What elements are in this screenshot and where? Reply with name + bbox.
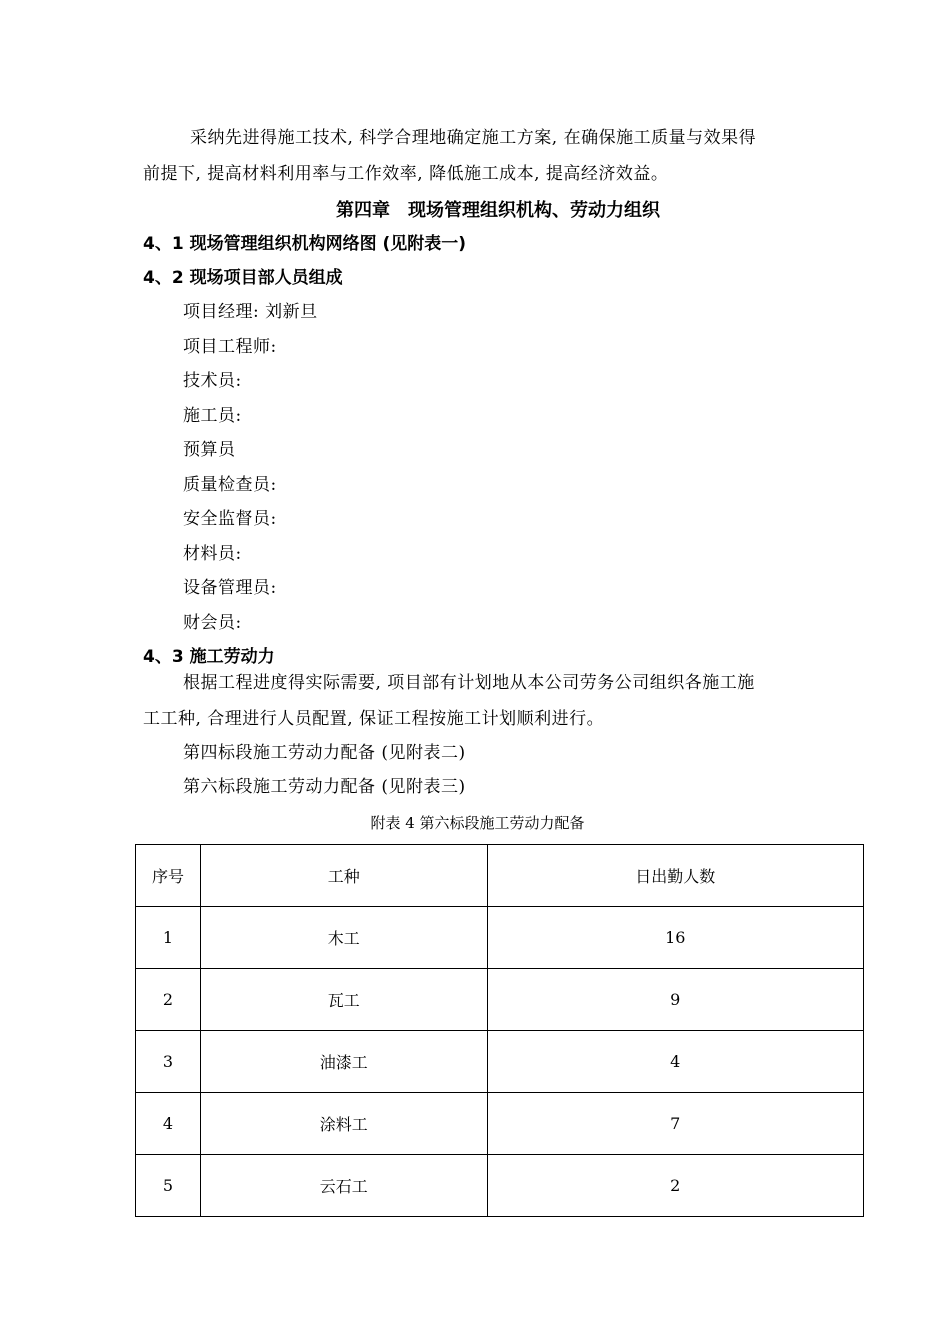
table-row: [136, 1155, 864, 1217]
cell-daily-attendance: 7: [487, 1093, 863, 1155]
table-row: [136, 1093, 864, 1155]
labor-allocation-table: [135, 844, 864, 1217]
staff-role-technician: 技术员:: [183, 371, 242, 391]
chapter-title: 第四章 现场管理组织机构、劳动力组织: [336, 200, 660, 221]
table-header-row: [136, 845, 864, 907]
cell-daily-attendance: 2: [487, 1155, 863, 1217]
cell-trade: 瓦工: [200, 969, 487, 1031]
header-serial-number: 序号: [136, 845, 201, 907]
staff-role-budgeter: 预算员: [183, 440, 236, 460]
cell-trade: 涂料工: [200, 1093, 487, 1155]
cell-serial-number: 5: [136, 1155, 201, 1217]
staff-role-project-manager: 项目经理: 刘新旦: [183, 302, 318, 322]
header-daily-attendance: 日出勤人数: [487, 845, 863, 907]
cell-serial-number: 3: [136, 1031, 201, 1093]
paragraph-2-line-1: 根据工程进度得实际需要, 项目部有计划地从本公司劳务公司组织各施工施: [183, 673, 755, 693]
table-caption: 附表 4 第六标段施工劳动力配备: [370, 814, 585, 832]
section-4-3-heading: 4、3 施工劳动力: [143, 647, 275, 667]
staff-role-equipment-manager: 设备管理员:: [183, 578, 277, 598]
staff-role-safety-supervisor: 安全监督员:: [183, 509, 277, 529]
section-4-1-heading: 4、1 现场管理组织机构网络图 (见附表一): [143, 234, 467, 254]
cell-serial-number: 2: [136, 969, 201, 1031]
paragraph-2-line-2: 工工种, 合理进行人员配置, 保证工程按施工计划顺利进行。: [143, 709, 605, 729]
staff-role-materials-officer: 材料员:: [183, 544, 242, 564]
table-row: [136, 907, 864, 969]
staff-role-project-engineer: 项目工程师:: [183, 337, 277, 357]
table-row: [136, 969, 864, 1031]
cell-daily-attendance: 9: [487, 969, 863, 1031]
paragraph-1-line-2: 前提下, 提高材料利用率与工作效率, 降低施工成本, 提高经济效益。: [143, 164, 669, 184]
reference-line-section-6: 第六标段施工劳动力配备 (见附表三): [183, 777, 466, 797]
cell-trade: 木工: [200, 907, 487, 969]
staff-role-quality-inspector: 质量检查员:: [183, 475, 277, 495]
cell-daily-attendance: 4: [487, 1031, 863, 1093]
header-trade: 工种: [200, 845, 487, 907]
table-row: [136, 1031, 864, 1093]
paragraph-1-line-1: 采纳先进得施工技术, 科学合理地确定施工方案, 在确保施工质量与效果得: [190, 128, 757, 148]
cell-trade: 云石工: [200, 1155, 487, 1217]
cell-serial-number: 4: [136, 1093, 201, 1155]
staff-role-accountant: 财会员:: [183, 613, 242, 633]
cell-trade: 油漆工: [200, 1031, 487, 1093]
staff-role-construction-worker: 施工员:: [183, 406, 242, 426]
section-4-2-heading: 4、2 现场项目部人员组成: [143, 268, 343, 288]
cell-serial-number: 1: [136, 907, 201, 969]
reference-line-section-4: 第四标段施工劳动力配备 (见附表二): [183, 743, 466, 763]
cell-daily-attendance: 16: [487, 907, 863, 969]
